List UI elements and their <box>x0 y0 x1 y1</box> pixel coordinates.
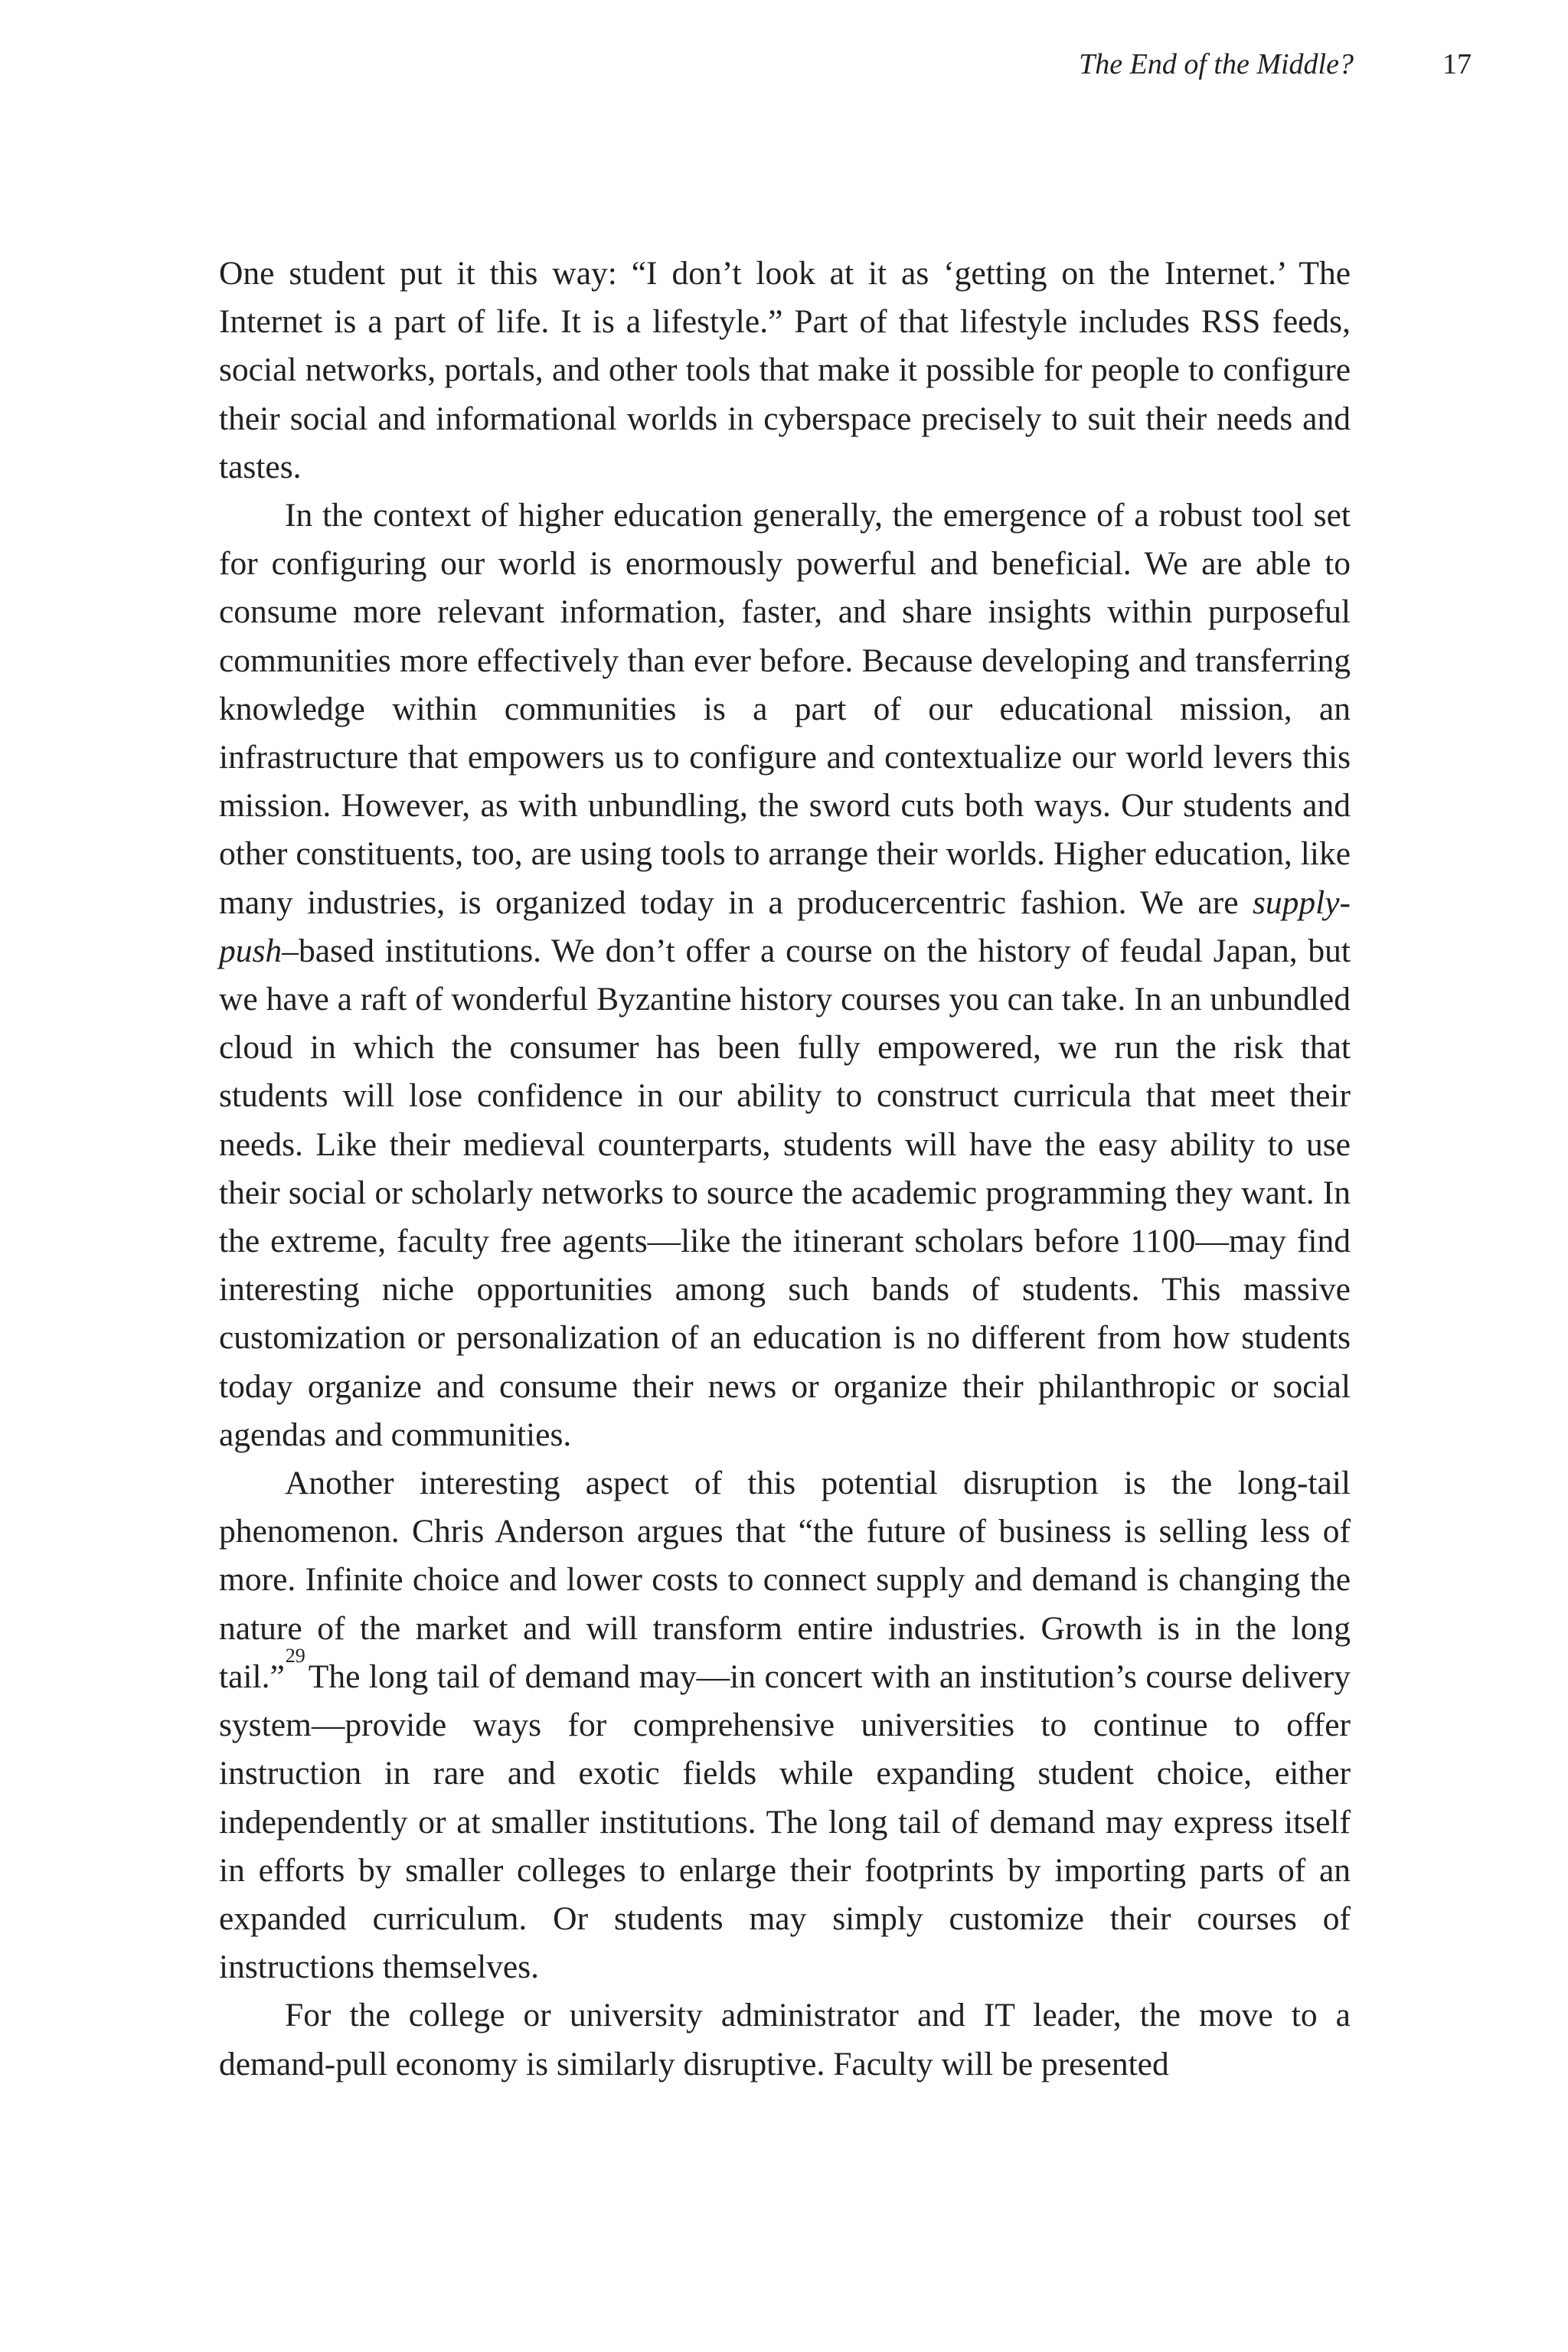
paragraph-2-text-a: In the context of higher education generally, the emergence of a robust tool set for configuring our world is enormously powerful and beneficial. We are able to consume more relevant information, faster, and share insights within purposeful communities more effectively than ever before. Because developing and transferring knowledge within communities is a part of our educational mission, an infrastructure that empowers us to configure and contextualize our world levers this mission. However, as with unbundling, the sword cuts both ways. Our students and other constituents, too, are using tools to arrange their worlds. Higher education, like many industries, is organized today in a producercentric fashion. We are <box>219 497 1351 921</box>
running-head <box>1079 47 1472 93</box>
footnote-marker: 29 <box>285 1645 305 1668</box>
paragraph-1 <box>219 250 1351 492</box>
paragraph-1-text: One student put it this way: “I don’t look at it as ‘getting on the Internet.’ The Internet is a part of life. It is a lifestyle.” Part of that lifestyle includes RSS feeds, social networks, portals, and other tools that make it possible for people to configure their social and informational worlds in cyberspace precisely to suit their needs and tastes. <box>219 255 1351 485</box>
page-number: 17 <box>1442 48 1472 80</box>
paragraph-4-text: For the college or university administrator and IT leader, the move to a demand-pull economy is similarly disruptive. Faculty will be presented <box>219 1997 1351 2082</box>
paragraph-3 <box>219 1459 1351 1991</box>
running-head-title: The End of the Middle? <box>1079 48 1354 80</box>
paragraph-4 <box>219 1991 1351 2088</box>
paragraph-3-text-a: Another interesting aspect of this potential disruption is the long-tail phenomenon. Chris Anderson argues that “the future of business is selling less of more. Infinite choice and lower costs to connect supply and demand is changing the nature of the market and will transform entire industries. Growth is in the long tail.” <box>219 1465 1351 1695</box>
paragraph-2-text-b: –based institutions. We don’t offer a course on the history of feudal Japan, but we have a raft of wonderful Byzantine history courses you can take. In an unbundled cloud in which the consumer has been fully empowered, we run the risk that students will lose confidence in our ability to construct curricula that meet their needs. Like their medieval counterparts, students will have the easy ability to use their social or scholarly networks to source the academic programming they want. In the extreme, faculty free agents—like the itinerant scholars before 1100—may find interesting niche opportunities among such bands of students. This massive customization or personalization of an education is no different from how students today organize and consume their news or organize their philanthropic or social agendas and communities. <box>219 932 1351 1453</box>
paragraph-3-text-b: The long tail of demand may—in concert with an institution’s course delivery system—provide ways for comprehensive universities to continue to offer instruction in rare and exotic fields while expanding student choice, either independently or at smaller institutions. The long tail of demand may express itself in efforts by smaller colleges to enlarge their footprints by importing parts of an expanded curriculum. Or students may simply customize their courses of instructions themselves. <box>219 1658 1351 1986</box>
paragraph-2 <box>219 492 1351 1459</box>
body-text <box>219 250 1351 2089</box>
paragraph-2-italic-term: supply-push <box>219 884 1351 969</box>
